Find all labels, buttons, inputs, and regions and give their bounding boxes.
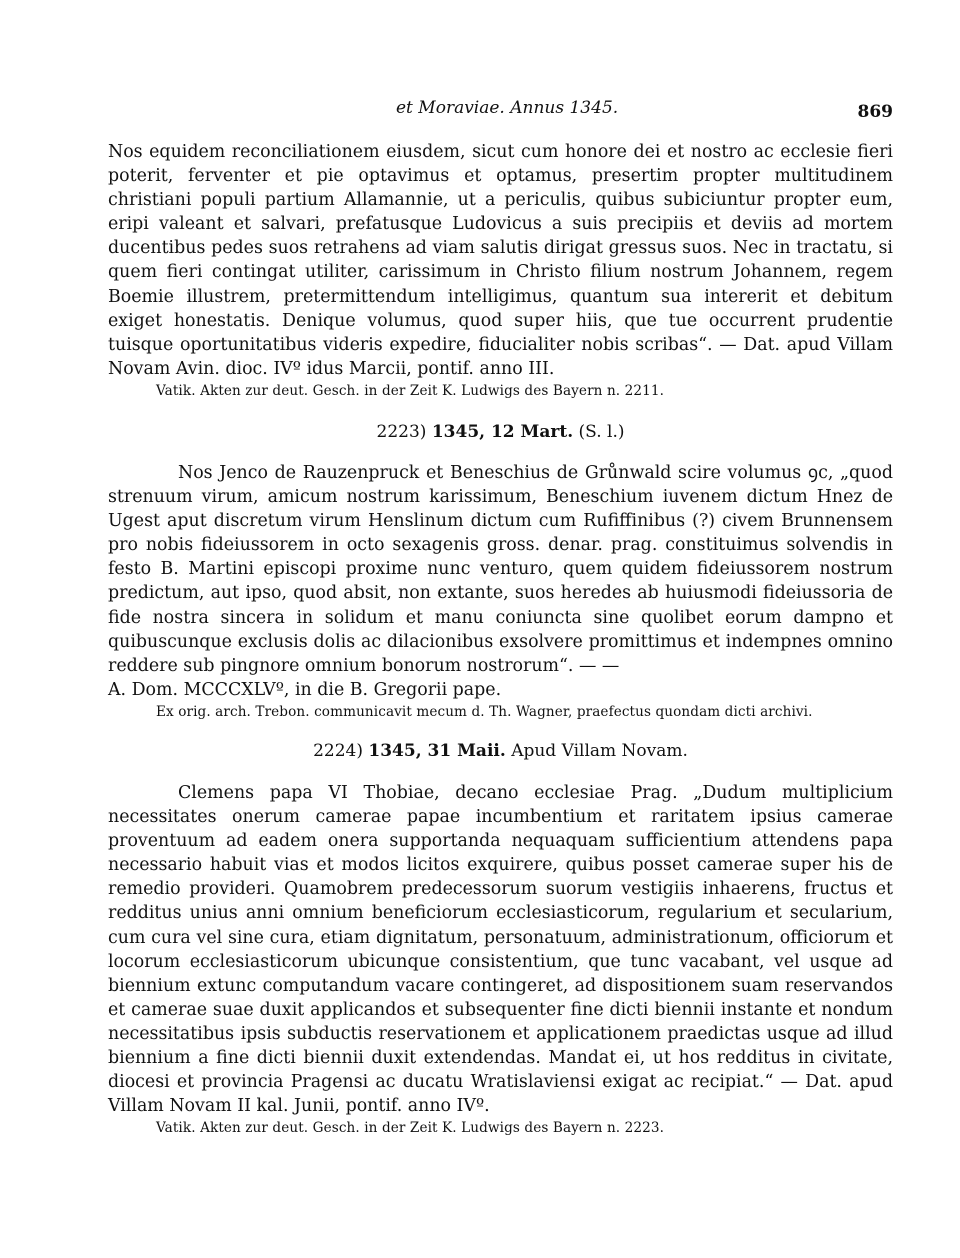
page-number: 869 (857, 102, 893, 122)
doc-2223-source-note: Ex orig. arch. Trebon. communicavit mecum d. Th. Wagner, praefectus quondam dicti archivi. (156, 703, 813, 720)
continuation-paragraph: Nos equidem reconciliationem eiusdem, sicut cum honore dei et nostro ac ecclesie fieri poterit, ferventer et pie optavimus et optamus, presertim propter multitudinem christiani populi partium Allamannie, ut a periculis, quibus subiciuntur propter eum, eripi valeant et salvari, prefatusque Ludovicus a suis precipiis et deviis ad mortem ducentibus pedes suos retrahens ad viam salutis dirigat gressus suos. Nec in tractatu, si quem fieri contingat utiliter, carissimum in Christo filium nostrum Johannem, regem Boemie illustrem, pretermittendum intelligimus, quantum sua intererit et debitum exiget honestatis. Denique volumus, quod super hiis, que tue occurrent prudentie tuisque oportunitatibus videris expedire, fiducialiter nobis scribas“. — Dat. apud Villam Novam Avin. dioc. IVº idus Marcii, pontif. anno III. (108, 142, 893, 379)
doc-2224-date: 1345, 31 Maii. (368, 741, 506, 761)
doc-2224-heading (108, 741, 893, 761)
doc-2224-place: Apud Villam Novam. (511, 741, 688, 761)
doc-2223-heading (108, 422, 893, 442)
running-title: et Moraviae. Annus 1345. (396, 98, 619, 118)
doc-2224-number: 2224) (313, 741, 363, 761)
doc-2224-source-note: Vatik. Akten zur deut. Gesch. in der Zeit K. Ludwigs des Bayern n. 2223. (156, 1120, 665, 1137)
document-continuation (108, 140, 893, 401)
doc-2223-paragraph: Nos Jenco de Rauzenpruck et Beneschius de Grůnwald scire volumus ꝯc, „quod strenuum virum, amicum nostrum karissimum, Beneschium iuvenem dictum Hnez de Ugest aput discretum virum Henslinum dictum cum Rufiffinibus (?) civem Brunnensem pro nobis fideiussorem in octo sexagenis gross. denar. prag. constituimus solvendis in festo B. Martini episcopi proxime nunc venturo, quem quidem fideiussorem nostrum predictum, aut ipso, quod absit, non extante, suos heredes ab huiusmodi fideiussoria de fide nostra sincera in solidum et manu coniuncta sine quolibet eorum dampno et quibuscunque exclusis dolis ac dilacionibus exsolvere promittimus et indempnes omnino reddere sub pingnore omnium bonorum nostrorum“. — — (108, 463, 893, 676)
continuation-source-note: Vatik. Akten zur deut. Gesch. in der Zeit K. Ludwigs des Bayern n. 2211. (156, 382, 665, 399)
doc-2223-body (108, 461, 893, 722)
doc-2224-paragraph: Clemens papa VI Thobiae, decano ecclesiae Prag. „Dudum multiplicium necessitates onerum camerae papae incumbentium et raritatem ipsius camerae proventuum ad eadem onera supportanda nequaquam sufficientium attendens papa necessario habuit vias et modos licitos exquirere, quibus posset camerae super his de remedio provideri. Quamobrem predecessorum suorum vestigiis inhaerens, fructus et redditus unius anni omnium beneficiorum ecclesiasticorum, regularium et secularium, cum cura vel sine cura, etiam dignitatum, personatuum, administrationum, officiorum et locorum ecclesiasticorum ubicunque consistentium, que tunc vacabant, vel usque ad biennium extunc computandum vacare contingeret, ad dispositionem suam reservandos et camerae suae duxit applicandos et subsequenter fine dicti biennii instante et nondum necessitatibus ipsis subductis reservationem et applicationem praedictas usque ad illud biennium a fine dicti biennii duxit extendendas. Mandat ei, ut hos redditus in civitate, diocesi et provincia Pragensi ac ducatu Wratislaviensi exigat ac recipiat.“ — Dat. apud Villam Novam II kal. Junii, pontif. anno IVº. (108, 783, 893, 1117)
doc-2223-place: (S. l.) (578, 422, 625, 442)
running-head (108, 98, 893, 122)
doc-2223-number: 2223) (376, 422, 427, 442)
doc-2224-body (108, 781, 893, 1138)
doc-2223-closing: A. Dom. MCCCXLVº, in die B. Gregorii pape. (108, 679, 502, 700)
doc-2223-date: 1345, 12 Mart. (431, 422, 574, 442)
